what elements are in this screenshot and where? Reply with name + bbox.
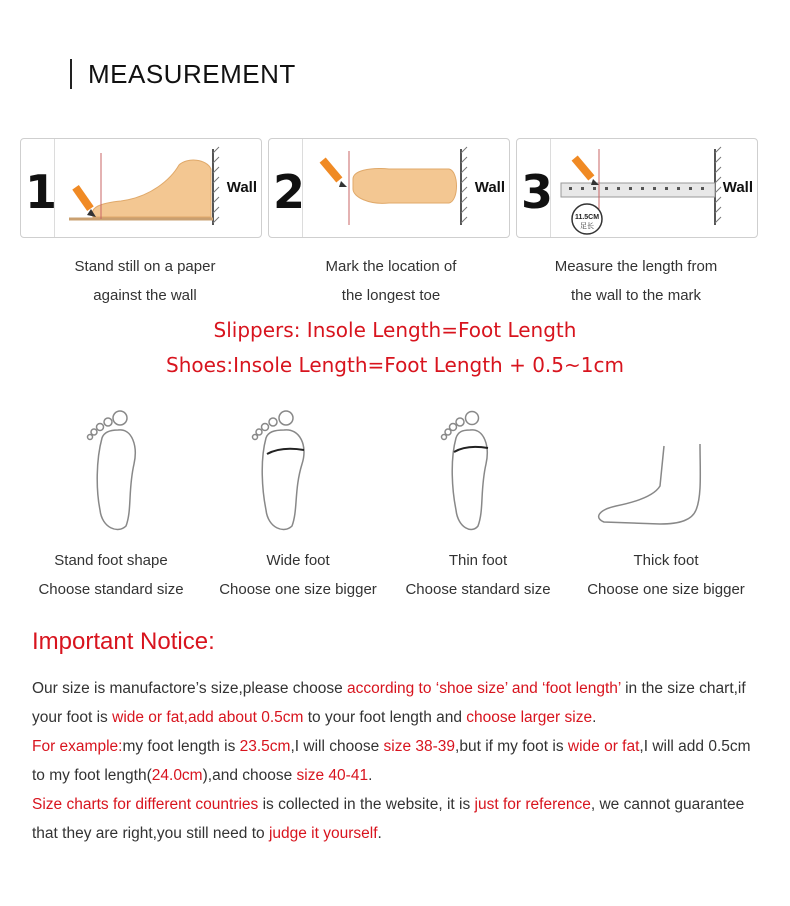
step-number: 2 — [273, 165, 306, 219]
step-3-caption: Measure the length from the wall to the mark — [554, 258, 718, 304]
wide-foot-icon — [253, 411, 305, 529]
step-1-illustration — [20, 138, 262, 238]
standard-foot-icon — [88, 411, 136, 529]
ruler-reading: 11.5CM — [574, 214, 600, 221]
step-2-illustration — [268, 138, 510, 238]
foot-shapes — [20, 400, 770, 550]
step-1-caption: Stand still on a paper against the wall — [74, 258, 216, 304]
section-header — [70, 58, 296, 90]
foot-caption-standard: Stand foot shape Choose standard size — [38, 552, 184, 598]
notice-title: Important Notice: — [32, 628, 215, 655]
foot-caption-thick: Thick foot Choose one size bigger — [587, 552, 745, 598]
thin-foot-icon — [442, 412, 489, 530]
slippers-formula: Slippers: Insole Length=Foot Length — [213, 318, 577, 342]
header-divider — [70, 59, 72, 89]
wall-label: Wall — [722, 179, 753, 196]
page-title: MEASUREMENT — [88, 58, 296, 89]
step-2-caption: Mark the location of the longest toe — [325, 258, 457, 304]
wall-label: Wall — [474, 179, 505, 196]
ruler-reading-sub: 足长 — [580, 222, 594, 230]
measurement-steps — [20, 138, 760, 238]
foot-caption-wide: Wide foot Choose one size bigger — [219, 552, 377, 598]
step-number: 1 — [25, 165, 58, 219]
notice-body: Our size is manufactore’s size,please choose according to ‘shoe size’ and ‘foot length’ in the size chart,if your foot is wide or fat,add about 0.5cm to your foot length and choose larger size. For example:my foot length is 23.5cm,I will choose size 38-39,but if my foot is wide or fat,I will add 0.5cm to my foot length(24.0cm),and choose size 40-41. Size charts for different countries is collected in the website, it is just for reference, we cannot guarantee that they are right,you still need to judge it yourself. — [32, 680, 751, 842]
step-number: 3 — [521, 165, 554, 219]
shoes-formula: Shoes:Insole Length=Foot Length + 0.5~1cm — [166, 353, 624, 377]
wall-label: Wall — [226, 179, 257, 196]
foot-caption-thin: Thin foot Choose standard size — [405, 552, 551, 598]
step-3-illustration — [516, 138, 758, 238]
thick-foot-icon — [599, 444, 701, 524]
